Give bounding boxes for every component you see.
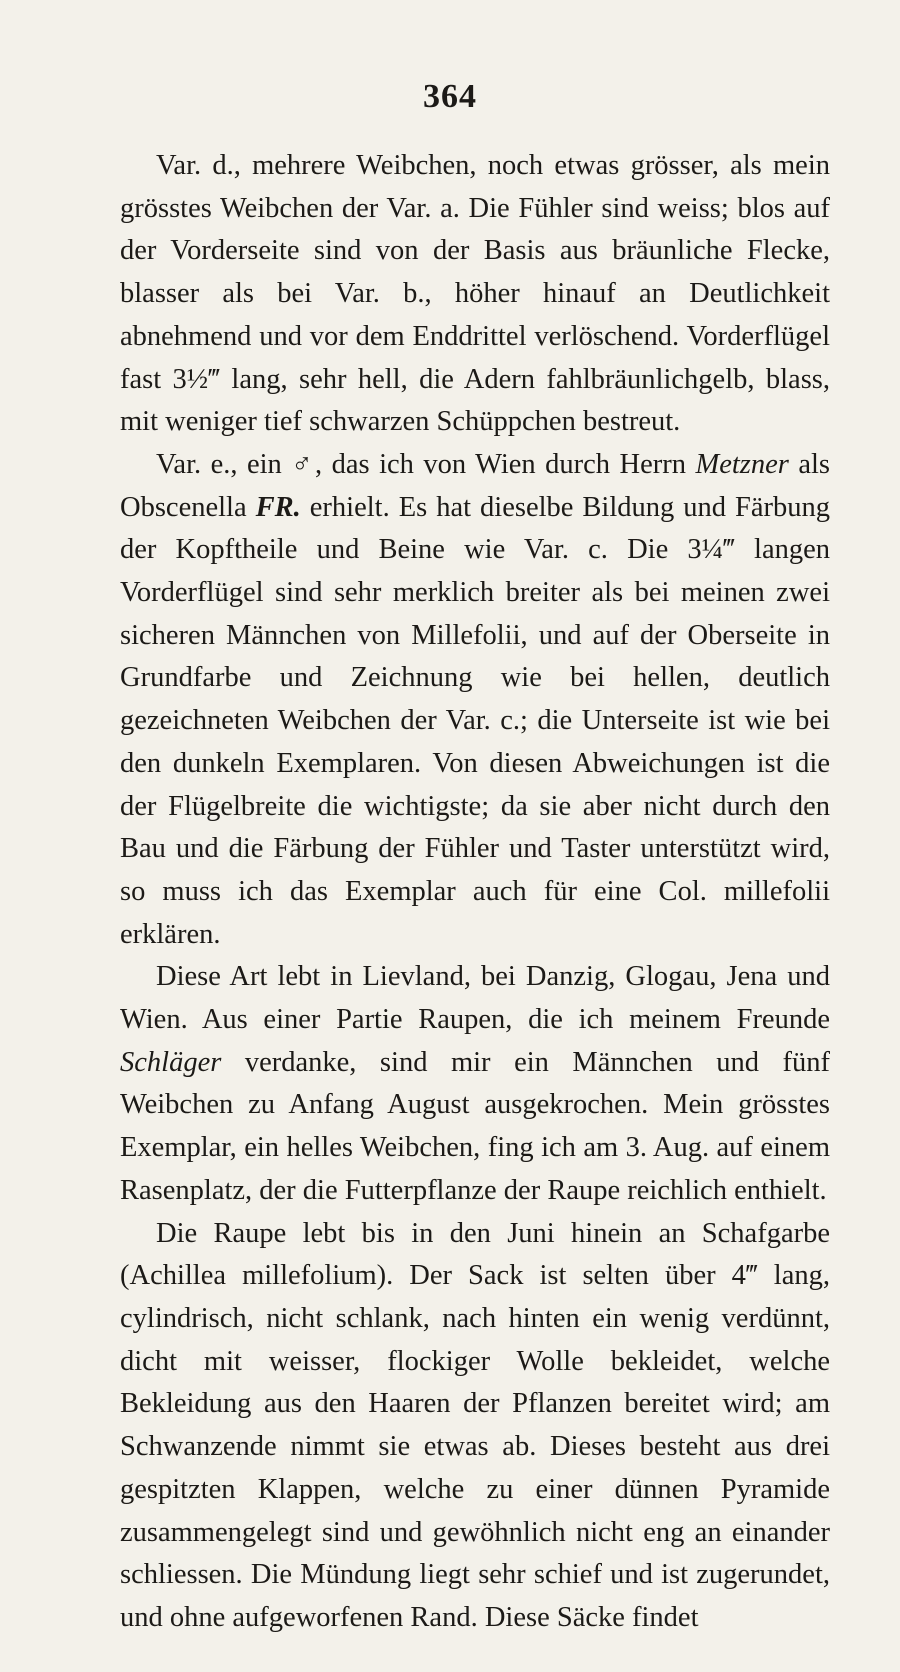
- page-number: 364: [423, 78, 477, 115]
- text-run: Die Raupe lebt bis in den Juni hinein an Schafgarbe (Achillea millefolium). Der Sack ist selten über 4‴ lang, cylindrisch, nicht schlank, nach hinten ein wenig verdünnt, dicht mit weisser, flockiger Wolle bekleidet, welche Bekleidung aus den Haaren der Pflanzen bereitet wird; am Schwanzende nimmt sie etwas ab. Dieses besteht aus drei gespitzten Klappen, welche zu einer dünnen Pyramide zusammengelegt sind und gewöhnlich nicht eng an einander schliessen. Die Mündung liegt sehr schief und ist zugerundet, und ohne aufgeworfenen Rand. Diese Säcke findet: [120, 1217, 830, 1633]
- italic-name: Metzner: [695, 448, 789, 480]
- body-text: [120, 145, 830, 1640]
- text-run: Diese Art lebt in Lievland, bei Danzig, Glogau, Jena und Wien. Aus einer Partie Raupen, die ich meinem Freunde: [120, 961, 830, 1036]
- text-run: als Obscenella: [120, 448, 830, 523]
- text-run: verdanke, sind mir ein Männchen und fünf Weibchen zu Anfang August ausgekrochen. Mein grösstes Exemplar, ein helles Weibchen, fing ich am 3. Aug. auf einem Rasenplatz, der die Futterpflanze der Raupe reichlich enthielt.: [120, 1046, 830, 1206]
- italic-name: Schläger: [120, 1046, 222, 1078]
- paragraph: [120, 1213, 830, 1640]
- paragraph: [120, 444, 830, 956]
- author-abbreviation: FR.: [255, 491, 301, 523]
- text-run: Var. e., ein ♂, das ich von Wien durch Herrn: [156, 448, 696, 480]
- paragraph: [120, 145, 830, 444]
- paragraph: [120, 956, 830, 1212]
- text-run: erhielt. Es hat dieselbe Bildung und Färbung der Kopftheile und Beine wie Var. c. Die 3¼‴ langen Vorderflügel sind sehr merklich breiter als bei meinen zwei sicheren Männchen von Millefolii, und auf der Oberseite in Grundfarbe und Zeichnung wie bei hellen, deutlich gezeichneten Weibchen der Var. c.; die Unterseite ist wie bei den dunkeln Exemplaren. Von diesen Abweichungen ist die der Flügelbreite die wichtigste; da sie aber nicht durch den Bau und die Färbung der Fühler und Taster unterstützt wird, so muss ich das Exemplar auch für eine Col. millefolii erklären.: [120, 491, 831, 950]
- text-run: Var. d., mehrere Weibchen, noch etwas grösser, als mein grösstes Weibchen der Var. a. Die Fühler sind weiss; blos auf der Vorderseite sind von der Basis aus bräunliche Flecke, blasser als bei Var. b., höher hinauf an Deutlichkeit abnehmend und vor dem Enddrittel verlöschend. Vorderflügel fast 3½‴ lang, sehr hell, die Adern fahlbräunlichgelb, blass, mit weniger tief schwarzen Schüppchen bestreut.: [120, 150, 830, 438]
